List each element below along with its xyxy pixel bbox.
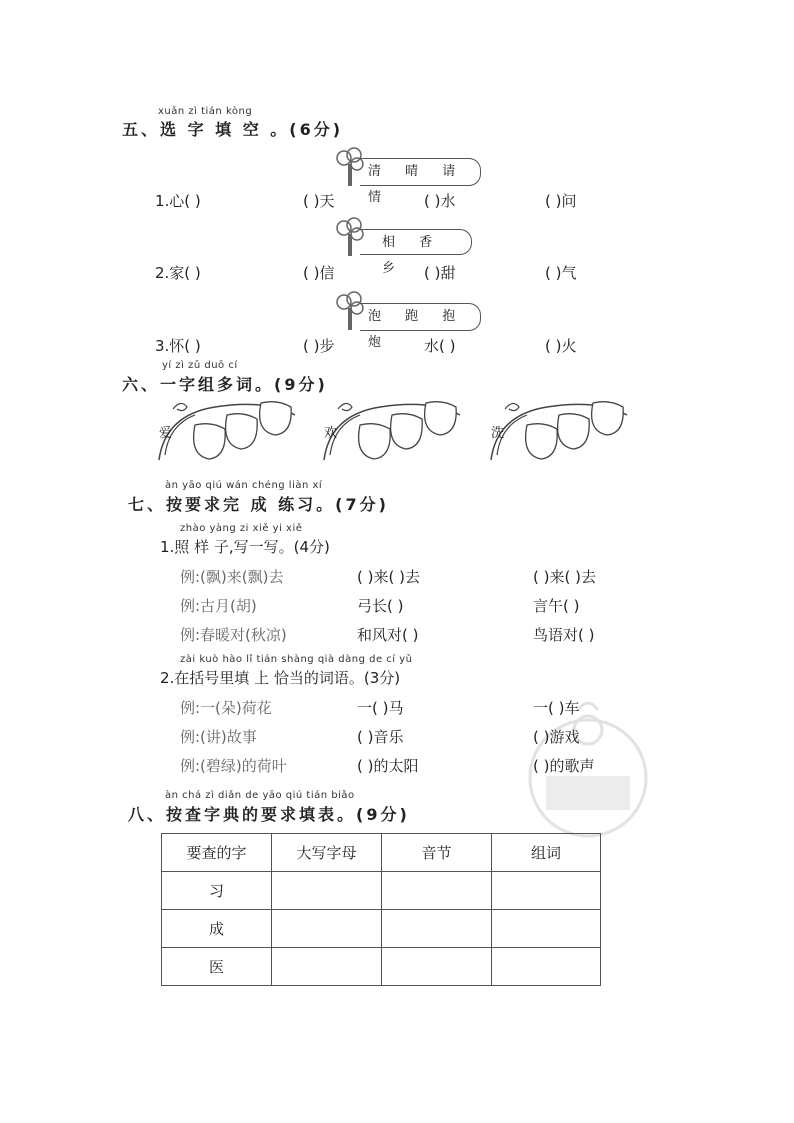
s7-q1-title: 1.照 样 子,写一写。(4分) xyxy=(160,538,330,556)
answer-cell[interactable] xyxy=(382,910,492,948)
s5-g2-item-3: ( )甜 xyxy=(424,264,456,282)
s5-title: 五、选 字 填 空 。(6分) xyxy=(122,120,344,139)
answer-cell[interactable] xyxy=(492,948,601,986)
s7-q2-r3-blank-1: ( )的太阳 xyxy=(357,757,419,775)
table-row xyxy=(162,872,601,910)
s5-g2-item-4: ( )气 xyxy=(545,264,577,282)
table-header-cell: 组词 xyxy=(492,834,601,872)
s7-q2-title: 2.在括号里填 上 恰当的词语。(3分) xyxy=(160,669,401,687)
s7-q2-r1-blank-1: 一( )马 xyxy=(357,699,404,717)
s7-q2-r1-blank-2: 一( )车 xyxy=(533,699,580,717)
s7-q1-r3-example: 例:春暖对(秋凉) xyxy=(180,626,287,644)
s7-q2-r2-blank-2: ( )游戏 xyxy=(533,728,580,746)
s5-g1-item-2: ( )天 xyxy=(303,192,335,210)
s7-q1-pinyin: zhào yàng zi xiě yi xiě xyxy=(180,523,303,534)
dictionary-table xyxy=(161,833,601,986)
table-header-cell: 大写字母 xyxy=(272,834,382,872)
s5-g3-item-3: 水( ) xyxy=(424,337,456,355)
s5-choice-box-2: 相 香 乡 xyxy=(360,229,472,255)
lookup-char-cell: 成 xyxy=(162,910,272,948)
flower-branch-icon xyxy=(320,395,470,465)
table-header-cell: 要查的字 xyxy=(162,834,272,872)
s7-title: 七、按要求完 成 练习。(7分) xyxy=(128,495,389,514)
s7-q1-r2-blank-2: 言午( ) xyxy=(533,597,580,615)
answer-cell[interactable] xyxy=(272,948,382,986)
s6-char-2: 欢 xyxy=(324,426,338,441)
s6-title: 六、一字组多词。(9分) xyxy=(122,375,328,394)
flower-branch-icon xyxy=(155,395,305,465)
s7-pinyin: àn yāo qiú wán chéng liàn xí xyxy=(165,480,323,491)
s5-choice-box-3: 泡 跑 抱 炮 xyxy=(360,303,481,331)
table-row xyxy=(162,910,601,948)
s6-char-1: 爱 xyxy=(159,426,173,441)
table-header-cell: 音节 xyxy=(382,834,492,872)
s5-g1-item-3: ( )水 xyxy=(424,192,456,210)
answer-cell[interactable] xyxy=(272,910,382,948)
s5-g2-item-1: 2.家( ) xyxy=(155,264,201,282)
s7-q1-r1-blank-2: ( )来( )去 xyxy=(533,568,596,586)
s5-g1-item-4: ( )问 xyxy=(545,192,577,210)
lookup-char-cell: 医 xyxy=(162,948,272,986)
s7-q2-r3-blank-2: ( )的歌声 xyxy=(533,757,595,775)
s7-q1-r3-blank-1: 和风对( ) xyxy=(357,626,419,644)
answer-cell[interactable] xyxy=(382,948,492,986)
s7-q2-r2-blank-1: ( )音乐 xyxy=(357,728,404,746)
s7-q1-r3-blank-2: 鸟语对( ) xyxy=(533,626,595,644)
s7-q1-r1-blank-1: ( )来( )去 xyxy=(357,568,420,586)
s7-q2-r1-example: 例:一(朵)荷花 xyxy=(180,699,272,717)
answer-cell[interactable] xyxy=(272,872,382,910)
s5-g1-item-1: 1.心( ) xyxy=(155,192,201,210)
s5-g2-item-2: ( )信 xyxy=(303,264,335,282)
s8-pinyin: àn chá zì diǎn de yāo qiú tián biǎo xyxy=(165,790,355,801)
s6-pinyin: yí zì zǔ duō cí xyxy=(162,360,238,371)
s5-choice-box-1: 清 晴 请 情 xyxy=(360,158,481,186)
s7-q2-pinyin: zài kuò hào lǐ tián shàng qià dàng de cí yǔ xyxy=(180,654,413,665)
s5-g3-item-2: ( )步 xyxy=(303,337,335,355)
s5-pinyin: xuǎn zì tián kòng xyxy=(158,106,253,117)
s5-g3-item-4: ( )火 xyxy=(545,337,577,355)
s5-g3-item-1: 3.怀( ) xyxy=(155,337,201,355)
s7-q1-r1-example: 例:(飘)来(飘)去 xyxy=(180,568,284,586)
flower-branch-icon xyxy=(487,395,637,465)
answer-cell[interactable] xyxy=(492,872,601,910)
s7-q1-r2-example: 例:古月(胡) xyxy=(180,597,257,615)
table-header-row xyxy=(162,834,601,872)
s7-q2-r3-example: 例:(碧绿)的荷叶 xyxy=(180,757,287,775)
answer-cell[interactable] xyxy=(492,910,601,948)
table-row xyxy=(162,948,601,986)
answer-cell[interactable] xyxy=(382,872,492,910)
s7-q2-r2-example: 例:(讲)故事 xyxy=(180,728,257,746)
lookup-char-cell: 习 xyxy=(162,872,272,910)
s6-char-3: 洗 xyxy=(491,426,505,441)
s8-title: 八、按查字典的要求填表。(9分) xyxy=(128,805,410,824)
s7-q1-r2-blank-1: 弓长( ) xyxy=(357,597,404,615)
